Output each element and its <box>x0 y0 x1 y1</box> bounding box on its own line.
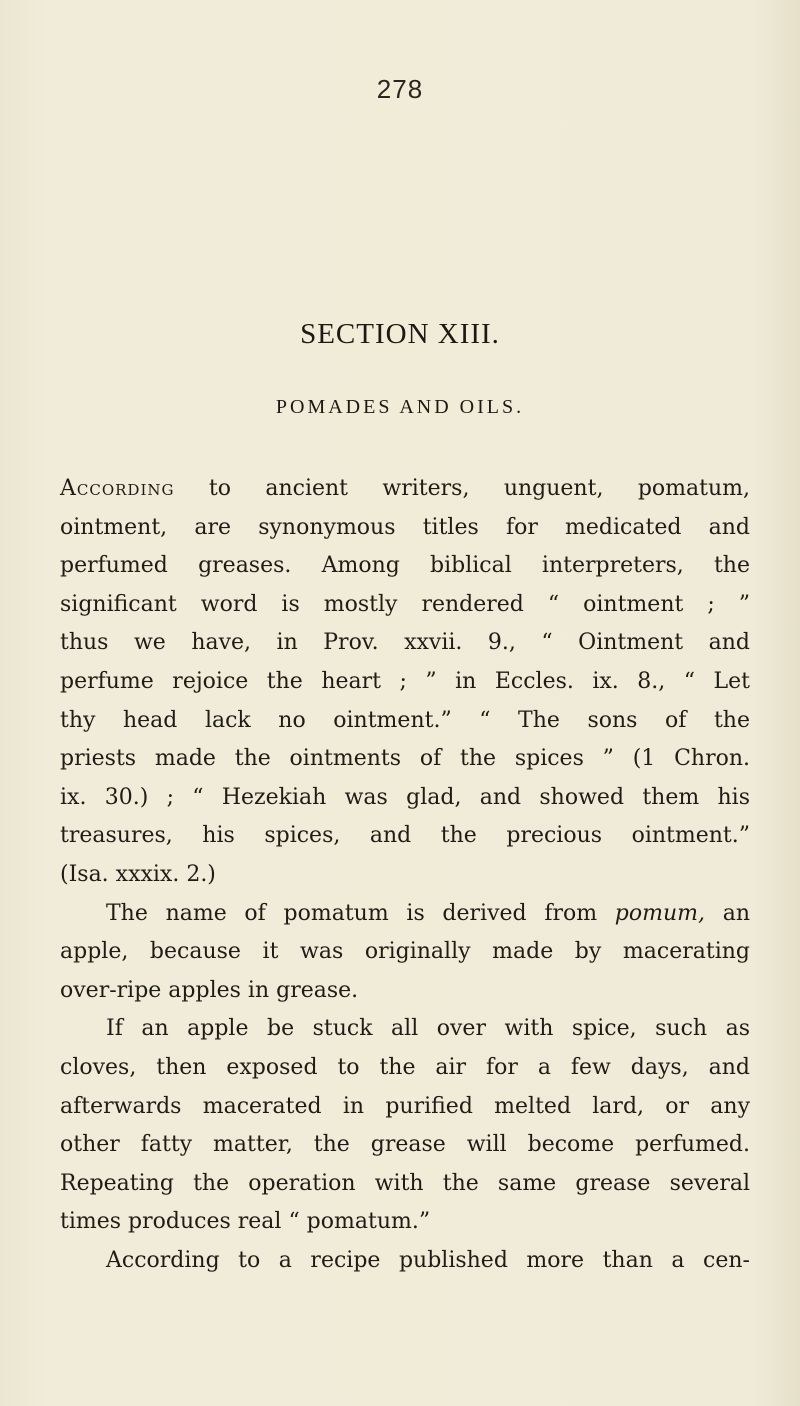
text-line: If an apple be stuck all over with spice, such as <box>106 1016 750 1042</box>
line-text: an <box>705 900 751 926</box>
body-text <box>60 470 750 1280</box>
text-line: Repeating the operation with the same grease several <box>60 1170 750 1196</box>
text-line: significant word is mostly rendered “ ointment ; ” <box>60 591 750 617</box>
text-line: perfumed greases. Among biblical interpreters, the <box>60 553 750 579</box>
text-line: thy head lack no ointment.” “ The sons of the <box>60 707 750 733</box>
text-line: other fatty matter, the grease will become perfumed. <box>60 1132 750 1158</box>
text-line: afterwards macerated in purified melted lard, or any <box>60 1093 750 1119</box>
page-number: 278 <box>376 74 424 104</box>
italic-word: pomum, <box>614 900 706 926</box>
line-text: The name of pomatum is derived from <box>106 900 615 926</box>
section-subtitle: POMADES AND OILS. <box>275 396 525 418</box>
text-line: apple, because it was originally made by macerating <box>60 939 750 965</box>
text-line: treasures, his spices, and the precious ointment.” <box>60 823 750 849</box>
text-line: cloves, then exposed to the air for a few days, and <box>60 1054 750 1080</box>
text-line: priests made the ointments of the spices ” (1 Chron. <box>60 746 750 772</box>
line-text: to ancient writers, unguent, pomatum, <box>174 476 750 501</box>
text-line: perfume rejoice the heart ; ” in Eccles. ix. 8., “ Let <box>60 668 750 694</box>
text-line: ix. 30.) ; “ Hezekiah was glad, and showed them his <box>60 784 750 810</box>
text-line: According to a recipe published more than a cen- <box>106 1247 750 1273</box>
text-line <box>60 470 750 509</box>
text-line: times produces real “ pomatum.” <box>60 1209 431 1235</box>
text-line: (Isa. xxxix. 2.) <box>60 861 216 887</box>
text-line <box>60 895 750 934</box>
text-line: over-ripe apples in grease. <box>60 977 359 1003</box>
text-line: thus we have, in Prov. xxvii. 9., “ Ointment and <box>60 630 750 656</box>
drop-word: According <box>60 476 175 501</box>
section-title: SECTION XIII. <box>300 318 500 350</box>
text-line: ointment, are synonymous titles for medicated and <box>60 514 750 540</box>
